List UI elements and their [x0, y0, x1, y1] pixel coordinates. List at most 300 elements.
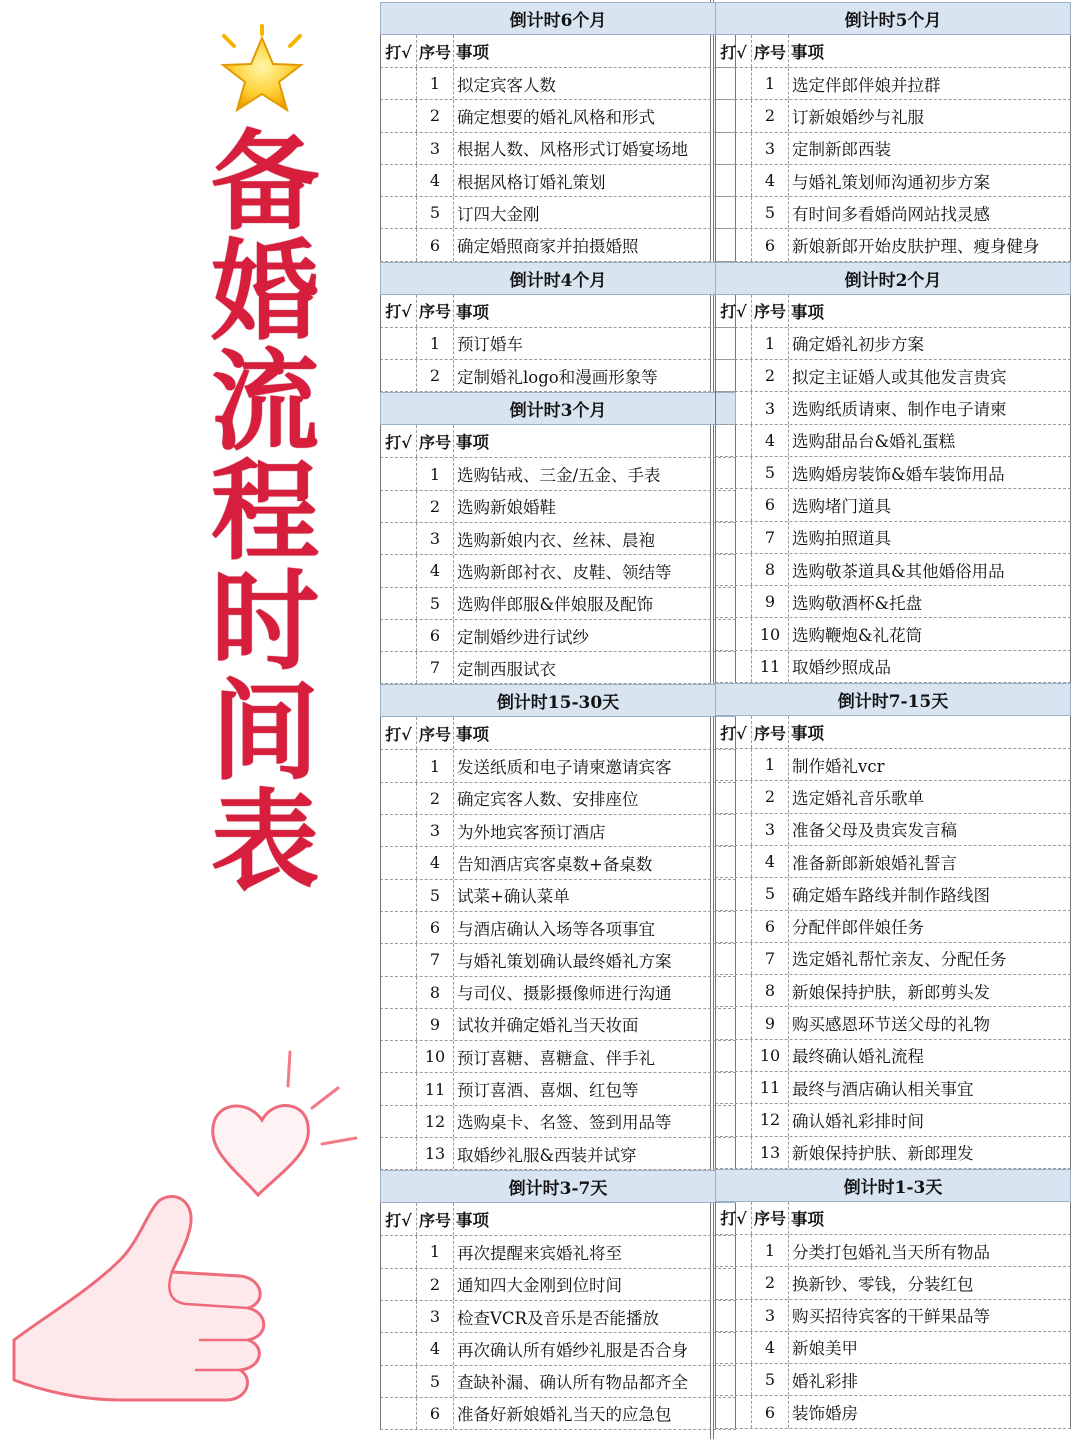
index-cell: 3 [752, 133, 789, 164]
table-row [380, 1138, 736, 1170]
star-icon [212, 24, 312, 124]
check-cell[interactable] [381, 1041, 417, 1072]
check-cell[interactable] [381, 133, 417, 164]
index-cell: 5 [417, 1366, 454, 1397]
check-cell[interactable] [381, 1236, 417, 1267]
section-title: 倒计时1-3天 [715, 1169, 1071, 1202]
item-cell: 选购拍照道具 [792, 529, 891, 549]
header-item: 事项 [456, 302, 489, 322]
item-cell: 选定伴郎伴娘并拉群 [792, 75, 941, 95]
table-row [380, 1398, 736, 1430]
index-cell: 2 [417, 783, 454, 814]
table-header-row [380, 35, 736, 68]
table-row [380, 229, 736, 261]
table-row [715, 392, 1071, 424]
table-row [380, 1236, 736, 1268]
check-cell[interactable] [716, 197, 752, 228]
table-row [380, 1073, 736, 1105]
check-cell[interactable] [381, 491, 417, 522]
section-title: 倒计时15-30天 [380, 684, 736, 717]
check-cell[interactable] [716, 457, 752, 488]
index-cell: 1 [417, 68, 454, 99]
check-cell[interactable] [716, 1040, 752, 1071]
table-header-row [380, 425, 736, 458]
check-cell[interactable] [381, 197, 417, 228]
check-cell[interactable] [716, 975, 752, 1006]
check-cell[interactable] [381, 1398, 417, 1429]
table-row [715, 975, 1071, 1007]
check-cell[interactable] [381, 68, 417, 99]
section-title: 倒计时4个月 [380, 262, 736, 295]
section-title: 倒计时2个月 [715, 262, 1071, 295]
index-cell: 3 [417, 1301, 454, 1332]
item-cell: 选购敬茶道具&其他婚俗用品 [792, 561, 1005, 581]
item-cell: 准备父母及贵宾发言稿 [792, 821, 957, 841]
section-title: 倒计时6个月 [380, 2, 736, 35]
check-cell[interactable] [381, 1073, 417, 1104]
table-row [380, 750, 736, 782]
check-cell[interactable] [716, 618, 752, 649]
item-cell: 换新钞、零钱，分装红包 [792, 1274, 974, 1294]
header-item: 事项 [791, 724, 824, 744]
check-cell[interactable] [381, 523, 417, 554]
item-cell: 预订喜酒、喜烟、红包等 [457, 1081, 639, 1101]
item-cell: 定制婚礼logo和漫画形象等 [457, 367, 658, 387]
item-cell: 准备好新娘婚礼当天的应急包 [457, 1405, 672, 1425]
check-cell[interactable] [381, 1366, 417, 1397]
right-schedule-column [715, 2, 1071, 1429]
table-row [715, 1396, 1071, 1428]
index-cell: 1 [417, 750, 454, 781]
left-schedule-column [380, 2, 736, 1430]
item-cell: 定制西服试衣 [457, 659, 556, 679]
index-cell: 6 [752, 229, 789, 260]
table-row [715, 911, 1071, 943]
item-cell: 订四大金刚 [457, 204, 540, 224]
header-check: 打√ [381, 425, 417, 457]
check-cell[interactable] [381, 880, 417, 911]
table-row [380, 555, 736, 587]
item-cell: 拟定宾客人数 [457, 75, 556, 95]
index-cell: 4 [417, 555, 454, 586]
item-cell: 有时间多看婚尚网站找灵感 [792, 204, 990, 224]
hand-heart-icon [0, 1040, 380, 1439]
check-cell[interactable] [716, 781, 752, 812]
check-cell[interactable] [381, 588, 417, 619]
check-cell[interactable] [716, 1104, 752, 1135]
item-cell: 新娘新郎开始皮肤护理、瘦身健身 [792, 237, 1040, 257]
index-cell: 13 [417, 1138, 454, 1169]
item-cell: 选定婚礼音乐歌单 [792, 788, 924, 808]
title-panel [0, 0, 380, 1439]
index-cell: 7 [752, 522, 789, 553]
table-row [380, 523, 736, 555]
check-cell[interactable] [381, 165, 417, 196]
index-cell: 3 [417, 523, 454, 554]
header-check: 打√ [381, 295, 417, 327]
index-cell: 3 [417, 133, 454, 164]
index-cell: 5 [752, 457, 789, 488]
item-cell: 确定婚照商家并拍摄婚照 [457, 237, 639, 257]
index-cell: 13 [752, 1137, 789, 1168]
header-check: 打√ [716, 35, 752, 67]
item-cell: 婚礼彩排 [792, 1371, 858, 1391]
index-cell: 6 [752, 489, 789, 520]
header-item: 事项 [791, 302, 824, 322]
item-cell: 选购新郎衬衣、皮鞋、领结等 [457, 562, 672, 582]
header-check: 打√ [381, 1203, 417, 1235]
item-cell: 检查VCR及音乐是否能播放 [457, 1308, 659, 1328]
check-cell[interactable] [381, 458, 417, 489]
index-cell: 12 [752, 1104, 789, 1135]
item-cell: 购买感恩环节送父母的礼物 [792, 1015, 990, 1035]
index-cell: 1 [752, 68, 789, 99]
index-cell: 8 [752, 554, 789, 585]
index-cell: 4 [752, 1332, 789, 1363]
header-index: 序号 [752, 35, 789, 67]
index-cell: 5 [417, 880, 454, 911]
title-char: 备 [210, 120, 319, 245]
item-cell: 选购甜品台&婚礼蛋糕 [792, 432, 956, 452]
table-row [715, 1364, 1071, 1396]
check-cell[interactable] [381, 328, 417, 359]
check-cell[interactable] [381, 977, 417, 1008]
title-char: 表 [210, 780, 319, 905]
check-cell[interactable] [716, 943, 752, 974]
table-row [715, 651, 1071, 683]
check-cell[interactable] [716, 1364, 752, 1395]
header-check: 打√ [716, 1202, 752, 1234]
table-row [380, 197, 736, 229]
index-cell: 10 [752, 618, 789, 649]
item-cell: 新娘美甲 [792, 1339, 858, 1359]
item-cell: 选购桌卡、名签、签到用品等 [457, 1113, 672, 1133]
index-cell: 9 [752, 586, 789, 617]
item-cell: 选购新娘内衣、丝袜、晨袍 [457, 530, 655, 550]
item-cell: 确定婚礼初步方案 [792, 335, 924, 355]
table-row [380, 652, 736, 684]
item-cell: 选购纸质请柬、制作电子请柬 [792, 400, 1007, 420]
header-item: 事项 [456, 725, 489, 745]
index-cell: 7 [752, 943, 789, 974]
check-cell[interactable] [716, 165, 752, 196]
table-row [380, 491, 736, 523]
table-row [715, 1300, 1071, 1332]
item-cell: 查缺补漏、确认所有物品都齐全 [457, 1373, 688, 1393]
item-cell: 确定想要的婚礼风格和形式 [457, 107, 655, 127]
table-row [380, 620, 736, 652]
item-cell: 与婚礼策划确认最终婚礼方案 [457, 951, 672, 971]
index-cell: 3 [752, 392, 789, 423]
index-cell: 9 [417, 1009, 454, 1040]
index-cell: 4 [417, 847, 454, 878]
item-cell: 定制婚纱进行试纱 [457, 627, 589, 647]
check-cell[interactable] [716, 651, 752, 682]
check-cell[interactable] [381, 652, 417, 683]
item-cell: 与酒店确认入场等各项事宜 [457, 919, 655, 939]
check-cell[interactable] [716, 1396, 752, 1427]
check-cell[interactable] [716, 392, 752, 423]
header-check: 打√ [716, 295, 752, 327]
item-cell: 为外地宾客预订酒店 [457, 822, 606, 842]
index-cell: 4 [752, 425, 789, 456]
table-row [715, 425, 1071, 457]
index-cell: 6 [417, 1398, 454, 1429]
check-cell[interactable] [381, 783, 417, 814]
header-index: 序号 [417, 425, 454, 457]
check-cell[interactable] [716, 1300, 752, 1331]
check-cell[interactable] [381, 1009, 417, 1040]
index-cell: 2 [417, 100, 454, 131]
item-cell: 购买招待宾客的干鲜果品等 [792, 1307, 990, 1327]
item-cell: 定制新郎西装 [792, 140, 891, 160]
index-cell: 5 [752, 1364, 789, 1395]
check-cell[interactable] [716, 749, 752, 780]
table-row [380, 588, 736, 620]
check-cell[interactable] [381, 750, 417, 781]
header-index: 序号 [417, 1203, 454, 1235]
item-cell: 预订喜糖、喜糖盒、伴手礼 [457, 1048, 655, 1068]
check-cell[interactable] [716, 911, 752, 942]
table-row [715, 328, 1071, 360]
table-row [380, 1041, 736, 1073]
index-cell: 5 [417, 197, 454, 228]
check-cell[interactable] [716, 878, 752, 909]
table-row [715, 878, 1071, 910]
item-cell: 与婚礼策划师沟通初步方案 [792, 172, 990, 192]
table-row [715, 100, 1071, 132]
table-row [380, 360, 736, 392]
item-cell: 根据人数、风格形式订婚宴场地 [457, 140, 688, 160]
check-cell[interactable] [381, 815, 417, 846]
check-cell[interactable] [381, 1138, 417, 1169]
item-cell: 通知四大金刚到位时间 [457, 1276, 622, 1296]
table-row [380, 1301, 736, 1333]
item-cell: 选购鞭炮&礼花筒 [792, 626, 923, 646]
check-cell[interactable] [716, 846, 752, 877]
table-row [715, 360, 1071, 392]
item-cell: 准备新郎新娘婚礼誓言 [792, 853, 957, 873]
index-cell: 2 [417, 360, 454, 391]
table-row [715, 814, 1071, 846]
header-check: 打√ [381, 717, 417, 749]
table-row [715, 133, 1071, 165]
item-cell: 根据风格订婚礼策划 [457, 172, 606, 192]
item-cell: 选购堵门道具 [792, 496, 891, 516]
item-cell: 拟定主证婚人或其他发言贵宾 [792, 367, 1007, 387]
table-row [380, 944, 736, 976]
check-cell[interactable] [716, 554, 752, 585]
index-cell: 1 [417, 1236, 454, 1267]
index-cell: 1 [752, 1235, 789, 1266]
index-cell: 11 [752, 1072, 789, 1103]
check-cell[interactable] [381, 555, 417, 586]
table-row [380, 1106, 736, 1138]
check-cell[interactable] [381, 620, 417, 651]
table-row [380, 165, 736, 197]
check-cell[interactable] [716, 814, 752, 845]
table-row [380, 458, 736, 490]
table-header-row [380, 1203, 736, 1236]
index-cell: 9 [752, 1007, 789, 1038]
table-row [380, 100, 736, 132]
table-row [715, 1072, 1071, 1104]
index-cell: 7 [417, 944, 454, 975]
check-cell[interactable] [381, 1269, 417, 1300]
item-cell: 再次确认所有婚纱礼服是否合身 [457, 1340, 688, 1360]
index-cell: 10 [417, 1041, 454, 1072]
check-cell[interactable] [381, 1301, 417, 1332]
section-title: 倒计时3-7天 [380, 1170, 736, 1203]
table-row [715, 846, 1071, 878]
item-cell: 确认婚礼彩排时间 [792, 1111, 924, 1131]
index-cell: 11 [752, 651, 789, 682]
index-cell: 6 [417, 620, 454, 651]
item-cell: 新娘保持护肤、新郎理发 [792, 1144, 974, 1164]
item-cell: 分类打包婚礼当天所有物品 [792, 1242, 990, 1262]
table-row [715, 1235, 1071, 1267]
check-cell[interactable] [716, 100, 752, 131]
header-index: 序号 [417, 35, 454, 67]
check-cell[interactable] [716, 1072, 752, 1103]
table-row [380, 328, 736, 360]
table-row [715, 197, 1071, 229]
index-cell: 2 [417, 1269, 454, 1300]
header-item: 事项 [791, 1209, 824, 1229]
check-cell[interactable] [716, 360, 752, 391]
index-cell: 6 [417, 912, 454, 943]
table-header-row [380, 295, 736, 328]
index-cell: 6 [417, 229, 454, 260]
table-row [715, 229, 1071, 261]
check-cell[interactable] [381, 912, 417, 943]
item-cell: 选购婚房装饰&婚车装饰用品 [792, 464, 1005, 484]
table-header-row [380, 717, 736, 750]
table-row [380, 68, 736, 100]
check-cell[interactable] [381, 847, 417, 878]
table-row [715, 586, 1071, 618]
title-char: 婚 [210, 230, 319, 355]
table-row [380, 1366, 736, 1398]
table-row [715, 943, 1071, 975]
table-header-row [715, 1202, 1071, 1235]
check-cell[interactable] [716, 1007, 752, 1038]
check-cell[interactable] [381, 1333, 417, 1364]
table-row [380, 1009, 736, 1041]
check-cell[interactable] [381, 1106, 417, 1137]
check-cell[interactable] [716, 586, 752, 617]
index-cell: 3 [752, 1300, 789, 1331]
table-row [715, 1267, 1071, 1299]
index-cell: 7 [417, 652, 454, 683]
table-row [715, 1007, 1071, 1039]
section-title: 倒计时5个月 [715, 2, 1071, 35]
check-cell[interactable] [716, 1332, 752, 1363]
item-cell: 最终确认婚礼流程 [792, 1047, 924, 1067]
item-cell: 发送纸质和电子请柬邀请宾客 [457, 758, 672, 778]
check-cell[interactable] [716, 1137, 752, 1168]
check-cell[interactable] [716, 1235, 752, 1266]
page-title [205, 120, 325, 905]
index-cell: 8 [417, 977, 454, 1008]
section-title: 倒计时3个月 [380, 392, 736, 425]
item-cell: 确定宾客人数、安排座位 [457, 790, 639, 810]
check-cell[interactable] [381, 360, 417, 391]
index-cell: 8 [752, 975, 789, 1006]
check-cell[interactable] [716, 425, 752, 456]
table-row [715, 749, 1071, 781]
header-item: 事项 [791, 43, 824, 62]
table-row [715, 1040, 1071, 1072]
table-row [715, 1137, 1071, 1169]
table-row [380, 880, 736, 912]
index-cell: 2 [417, 491, 454, 522]
index-cell: 4 [752, 846, 789, 877]
item-cell: 与司仪、摄影摄像师进行沟通 [457, 984, 672, 1004]
index-cell: 6 [752, 911, 789, 942]
index-cell: 5 [752, 197, 789, 228]
item-cell: 试妆并确定婚礼当天妆面 [457, 1016, 639, 1036]
table-row [715, 1332, 1071, 1364]
check-cell[interactable] [381, 944, 417, 975]
index-cell: 1 [417, 328, 454, 359]
table-row [715, 489, 1071, 521]
table-row [715, 781, 1071, 813]
check-cell[interactable] [716, 1267, 752, 1298]
check-cell[interactable] [716, 229, 752, 260]
table-row [380, 783, 736, 815]
item-cell: 预订婚车 [457, 335, 523, 355]
item-cell: 取婚纱照成品 [792, 658, 891, 678]
index-cell: 1 [752, 749, 789, 780]
item-cell: 选购钻戒、三金/五金、手表 [457, 466, 661, 486]
index-cell: 3 [417, 815, 454, 846]
item-cell: 选定婚礼帮忙亲友、分配任务 [792, 950, 1007, 970]
item-cell: 再次提醒来宾婚礼将至 [457, 1243, 622, 1263]
header-check: 打√ [381, 35, 417, 67]
check-cell[interactable] [716, 68, 752, 99]
header-index: 序号 [752, 716, 789, 748]
table-row [380, 1333, 736, 1365]
item-cell: 制作婚礼vcr [792, 756, 885, 776]
index-cell: 4 [752, 165, 789, 196]
check-cell[interactable] [381, 229, 417, 260]
title-char: 程 [210, 450, 319, 575]
index-cell: 4 [417, 165, 454, 196]
item-cell: 选购伴郎服&伴娘服及配饰 [457, 595, 654, 615]
check-cell[interactable] [716, 522, 752, 553]
index-cell: 11 [417, 1073, 454, 1104]
index-cell: 10 [752, 1040, 789, 1071]
title-char: 流 [210, 340, 319, 465]
check-cell[interactable] [716, 489, 752, 520]
table-row [715, 457, 1071, 489]
header-index: 序号 [752, 1202, 789, 1234]
table-header-row [715, 35, 1071, 68]
check-cell[interactable] [716, 328, 752, 359]
check-cell[interactable] [381, 100, 417, 131]
check-cell[interactable] [716, 133, 752, 164]
header-item: 事项 [456, 433, 489, 453]
item-cell: 选购敬酒杯&托盘 [792, 593, 923, 613]
table-row [380, 133, 736, 165]
index-cell: 6 [752, 1396, 789, 1427]
item-cell: 试菜+确认菜单 [457, 887, 570, 907]
index-cell: 5 [752, 878, 789, 909]
table-row [380, 815, 736, 847]
index-cell: 1 [752, 328, 789, 359]
table-row [715, 1104, 1071, 1136]
